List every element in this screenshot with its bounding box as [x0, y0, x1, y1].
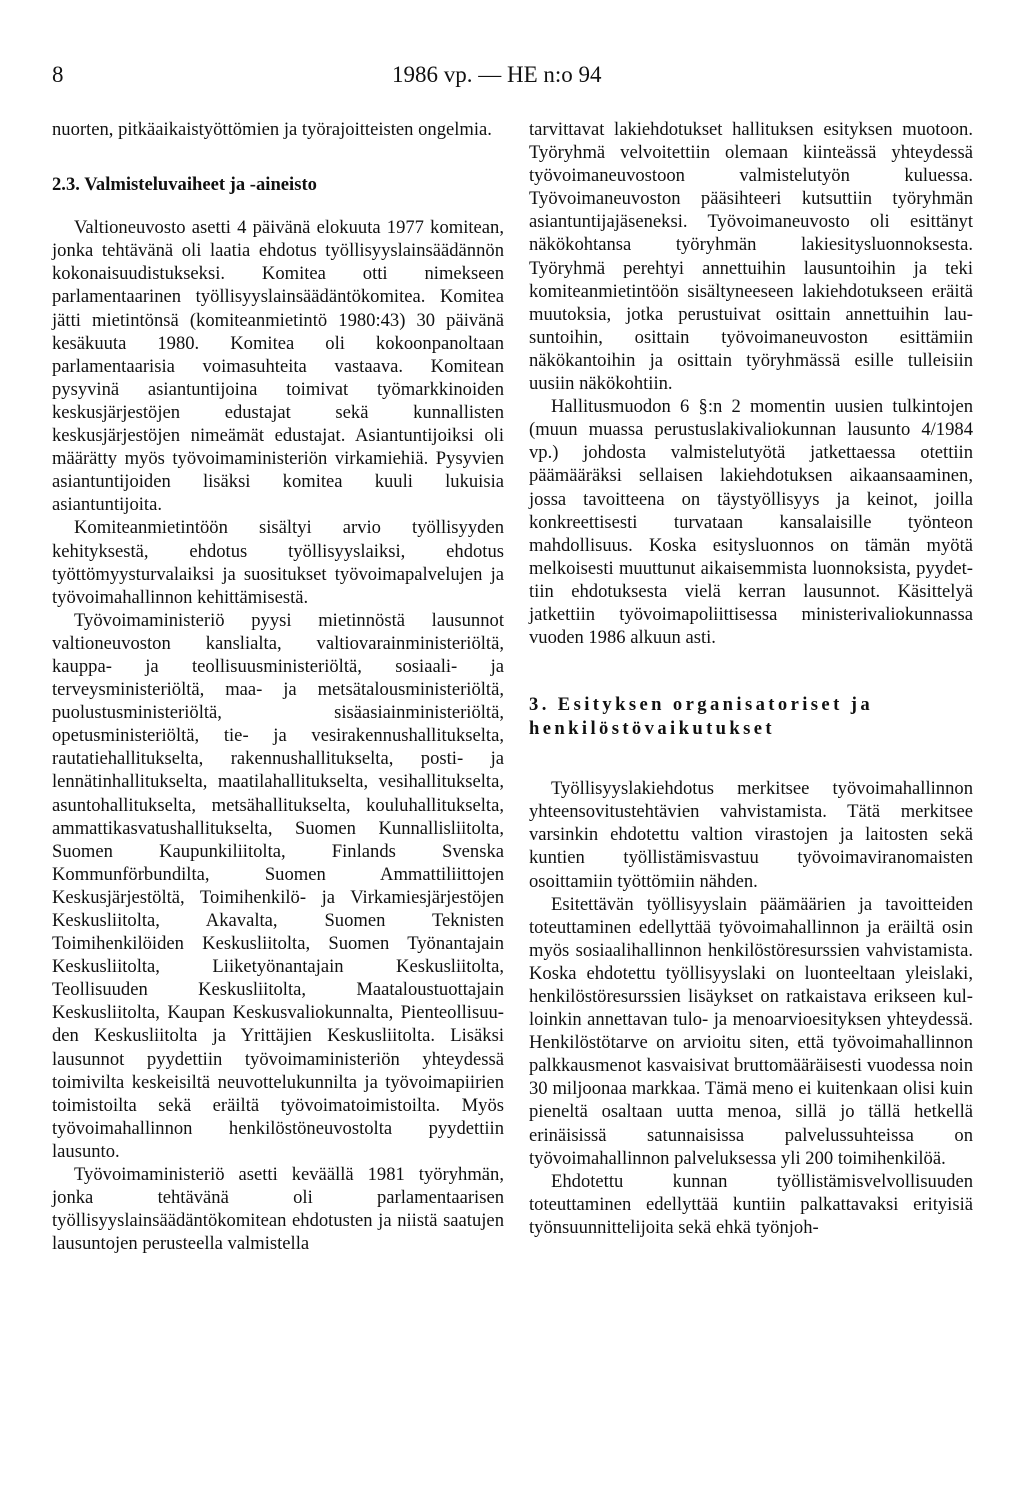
section-3-heading: 3. Esityksen organisatoriset ja henkilöstövaikutukset [529, 694, 874, 740]
page-header [0, 52, 1024, 92]
page-number: 8 [52, 62, 64, 87]
right-column [529, 118, 973, 1239]
running-head: 1986 vp. — HE n:o 94 [392, 62, 602, 87]
paragraph-continued: tarvittavat lakiehdotukset hallituksen esityksen muotoon. Työryhmä velvoitettiin olemaan kiinteässä yhteydessä työvoimaneuvostoon valmistelutyön kuluessa. Työvoimaneuvoston pääsihteeri kutsuttiin työryhmän asiantuntijajäseneksi. Työvoimaneuvosto oli esittänyt näkökohtansa työryhmän lakiesitysluonnoksesta. Työryhmä perehtyi annettuihin lausuntoihin ja teki komiteanmietintöön sisältyneeseen lakiehdotukseen eräitä muutoksia, jotka perustuivat osittain annettuihin lausuntoihin, osittain työvoimaneuvoston esittämiin näkökantoihin ja osittain työryhmässä esille tulleisiin uusiin näkökohtiin. [529, 119, 973, 395]
paragraph: Työvoimaministeriö asetti keväällä 1981 työryhmän, jonka tehtävänä oli parlamentaarisen työllisyyslainsäädäntökomitean ehdotusten ja niistä saatujen lausuntojen perusteella valmistella [52, 1164, 504, 1255]
paragraph: Komiteanmietintöön sisältyi arvio työllisyyden kehityksestä, ehdotus työllisyyslaiksi, ehdotus työttömyysturvalaiksi ja suositukset työvoimapalvelujen ja työvoimahallinnon kehittämisestä. [52, 517, 504, 608]
paragraph: Työllisyyslakiehdotus merkitsee työvoimahallinnon yhteensovitustehtävien vahvistamista. Tätä merkitsee varsinkin ehdotettu valtion virastojen ja laitosten sekä kuntien työllistämisvastuu työvoimaviranomaisten osoittamiin työttömiin nähden. [529, 778, 973, 892]
left-column [52, 118, 504, 1255]
paragraph: Hallitusmuodon 6 §:n 2 momentin uusien tulkintojen (muun muassa perustuslakivaliokunnan lausunto 4/1984 vp.) johdosta valmistelutyötä jatkettaessa otettiin päämääräksi sellaisen lakiehdotuksen aikaansaaminen, jossa tavoitteena on täystyöllisyys ja keinot, joilla konkreettisesti turvataan kansalaisille työnteon mahdollisuus. Koska esitysluonnos on tämän myötä melkoisesti muuttunut aikaisemmista luonnoksista, pyydettiin ehdotuksesta vielä kerran lausunnot. Käsittelyä jatkettiin työvoimapoliittisessa ministerivaliokunnassa vuoden 1986 alkuun asti. [529, 396, 973, 649]
intro-paragraph: nuorten, pitkäaikaistyöttömien ja työrajoitteisten ongelmia. [52, 119, 492, 140]
paragraph: Työvoimaministeriö pyysi mietinnöstä lausunnot valtioneuvoston kanslialta, valtiovarainministeriöltä, kauppa- ja teollisuusministeriöltä, sosiaali- ja terveysministeriöltä, maa- ja metsätalousministeriöltä, puolustusministeriöltä, sisäasiainministeriöltä, opetusministeriöltä, tie- ja vesirakennushallitukselta, rautatiehallitukselta, rakennushallitukselta, posti- ja lennätinhallitukselta, maatilahallitukselta, vesihallitukselta, asuntohallitukselta, metsähallitukselta, kouluhallitukselta, ammattikasvatushallitukselta, Suomen Kunnallisliitolta, Suomen Kaupunkiliitolta, Finlands Svenska Kommunförbundilta, Suomen Ammattiliittojen Keskusjärjestöltä, Toimihenkilö- ja Virkamiesjärjestöjen Keskusliitolta, Akavalta, Suomen Teknisten Toimihenkilöiden Keskusliitolta, Suomen Työnantajain Keskusliitolta, Liiketyönantajain Keskusliitolta, Teollisuuden Keskusliitolta, Maataloustuottajain Keskusliitolta, Kaupan Keskusvaliokunnalta, Pienteollisuuden Keskusliitolta ja Yrittäjien Keskusliitolta. Lisäksi lausunnot pyydettiin työvoimaministeriön yhteydessä toimivilta keskeisiltä neuvottelukunnilta ja työvoimapiirien toimistoilta sekä eräiltä työvoimatoimistoilta. Myös työvoimahallinnon henkilöstöneuvostolta pyydettiin lausunto. [52, 609, 504, 1162]
paragraph: Valtioneuvosto asetti 4 päivänä elokuuta 1977 komitean, jonka tehtävänä oli laatia ehdotus työllisyyslainsäädännön kokonaisuudistukseksi. Komitea otti nimekseen parlamentaarinen työllisyyslainsäädäntökomitea. Komitea jätti mietintönsä (komiteanmietintö 1980:43) 30 päivänä kesäkuuta 1980. Komitea oli kokoonpanoltaan parlamentaarisia voimasuhteita vastaava. Komitean pysyvinä asiantuntijoina toimivat työmarkkinoiden keskusjärjestöjen edustajat sekä kunnallisten keskusjärjestöjen nimeämät edustajat. Asiantuntijoiksi oli määrätty myös työvoimaministeriön virkamiehiä. Pysyvien asiantuntijoiden lisäksi komitea kuuli lukuisia asiantuntijoita. [52, 217, 504, 516]
section-2-3-heading: 2.3. Valmisteluvaiheet ja -aineisto [52, 174, 317, 196]
paragraph: Ehdotettu kunnan työllistämisvelvollisuuden toteuttaminen edellyttää kuntiin palkattavaksi erityisiä työnsuunnittelijoita sekä ehkä työnjoh- [529, 1170, 973, 1238]
paragraph: Esitettävän työllisyyslain päämäärien ja tavoitteiden toteuttaminen edellyttää työvoimahallinnon ja eräiltä osin myös sosiaalihallinnon henkilöstöresurssien vahvistamista. Koska ehdotettu työllisyyslaki on luonteeltaan yleislaki, henkilöstöresurssien lisäykset on ratkaistava erikseen kulloinkin annettavan tulo- ja menoarvioesityksen yhteydessä. Henkilöstötarve on arvioitu siten, että työvoimahallinnon palkkausmenot kasvaisivat bruttomääräisesti vuodessa noin 30 miljoonaa markkaa. Tämä meno ei kuitenkaan olisi kuin pieneltä osaltaan uutta menoa, sillä jo tällä hetkellä erinäisissä satunnaisissa palvelussuhteissa on työvoimahallinnon palveluksessa yli 200 toimihenkilöä. [529, 893, 973, 1169]
